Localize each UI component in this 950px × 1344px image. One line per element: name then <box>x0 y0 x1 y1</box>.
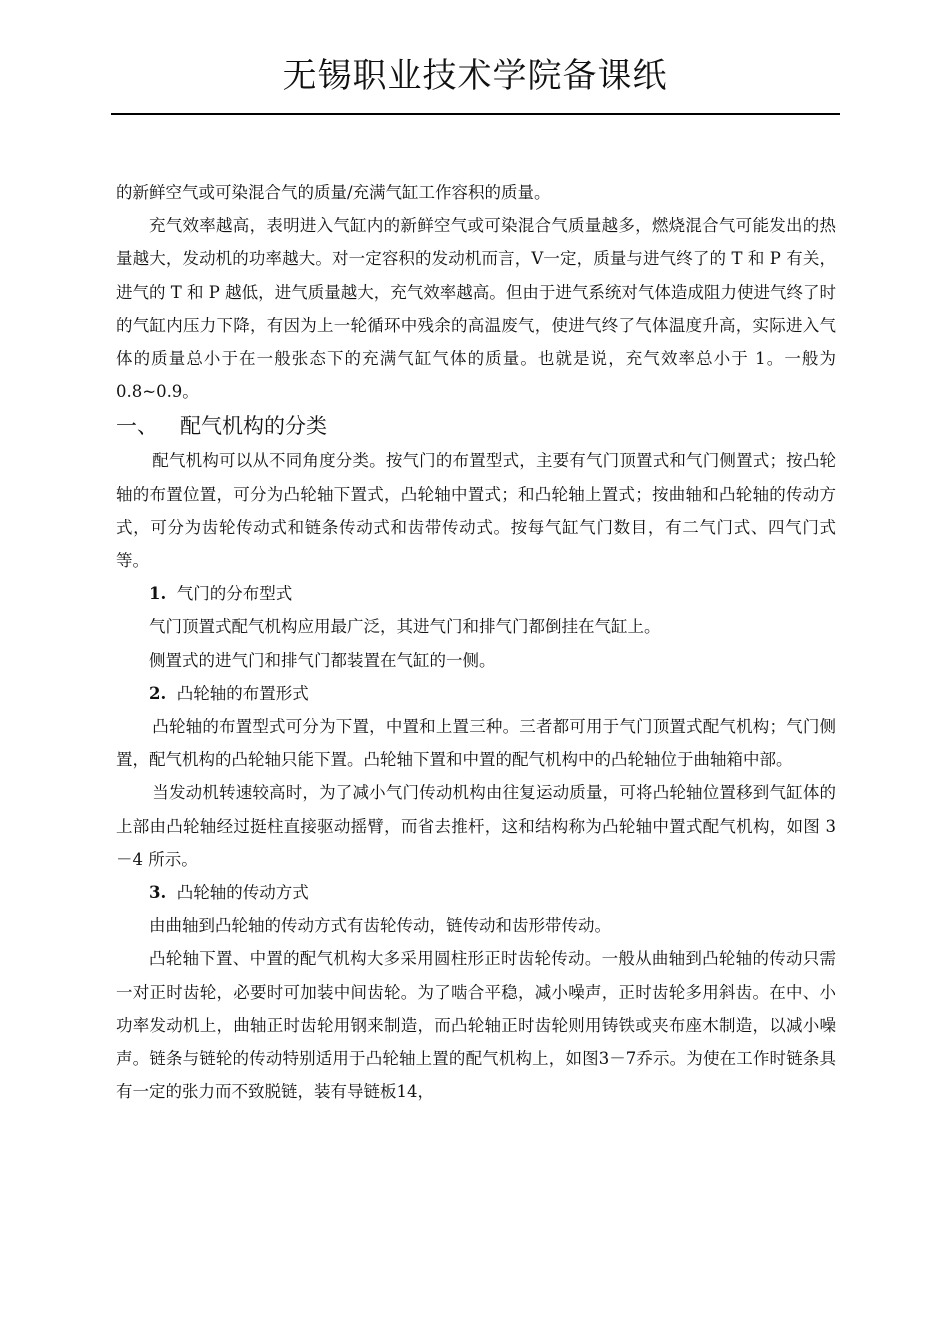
section-heading <box>116 408 836 444</box>
subheading-number: 2. <box>149 683 167 703</box>
paragraph-charging-efficiency: 充气效率越高，表明进入气缸内的新鲜空气或可染混合气质量越多，燃烧混合气可能发出的热量越大，发动机的功率越大。对一定容积的发动机而言，V一定，质量与进气终了的 T 和 P 有关，进气的 T 和 P 越低，进气质量越大，充气效率越高。但由于进气系统对气体造成阻力使进气终了时的气缸内压力下降，有因为上一轮循环中残余的高温废气，使进气终了气体温度升高，实际进入气体的质量总小于在一般张态下的充满气缸气体的质量。也就是说，充气效率总小于 1。一般为 0.8~0.9。 <box>116 216 836 402</box>
paragraph-continuation: 的新鲜空气或可染混合气的质量/充满气缸工作容积的质量。 <box>116 183 551 202</box>
body-content <box>116 176 836 1108</box>
paragraph-camshaft-layout: 凸轮轴的布置型式可分为下置，中置和上置三种。三者都可用于气门顶置式配气机构；气门侧置，配气机构的凸轮轴只能下置。凸轮轴下置和中置的配气机构中的凸轮轴位于曲轴箱中部。 <box>116 717 836 770</box>
subheading-3 <box>116 876 836 909</box>
paragraph-overhead-valve: 气门顶置式配气机构应用最广泛，其进气门和排气门都倒挂在气缸上。 <box>149 617 661 637</box>
subheading-title: 气门的分布型式 <box>176 584 293 604</box>
section-number: 一、 <box>116 414 158 439</box>
section-title: 配气机构的分类 <box>180 414 327 439</box>
subheading-2 <box>116 677 836 710</box>
page-header-title: 无锡职业技术学院备课纸 <box>282 56 668 96</box>
subheading-1 <box>116 577 836 610</box>
subheading-title: 凸轮轴的传动方式 <box>176 883 309 903</box>
paragraph-classification: 配气机构可以从不同角度分类。按气门的布置型式，主要有气门顶置式和气门侧置式；按凸轮轴的布置位置，可分为凸轮轴下置式，凸轮轴中置式；和凸轮轴上置式；按曲轴和凸轮轴的传动方式，可分为齿轮传动式和链条传动式和齿带传动式。按每气缸气门数目，有二气门式、四气门式等。 <box>116 451 836 571</box>
paragraph-camshaft-mid: 当发动机转速较高时，为了减小气门传动机构由往复运动质量，可将凸轮轴位置移到气缸体的上部由凸轮轴经过挺柱直接驱动摇臂，而省去推杆，这和结构称为凸轮轴中置式配气机构，如图 3－4 所示。 <box>116 783 836 869</box>
header-divider <box>111 113 840 115</box>
paragraph-drive-types: 由曲轴到凸轮轴的传动方式有齿轮传动，链传动和齿形带传动。 <box>149 916 611 936</box>
subheading-number: 1. <box>149 584 167 604</box>
subheading-number: 3. <box>149 883 167 903</box>
paragraph-gear-drive: 凸轮轴下置、中置的配气机构大多采用圆柱形正时齿轮传动。一般从曲轴到凸轮轴的传动只需一对正时齿轮，必要时可加装中间齿轮。为了啮合平稳，减小噪声，正时齿轮多用斜齿。在中、小功率发动机上，曲轴正时齿轮用钢来制造，而凸轮轴正时齿轮则用铸铁或夹布座木制造，以减小噪声。链条与链轮的传动特别适用于凸轮轴上置的配气机构上，如图3－7乔示。为使在工作时链条具有一定的张力而不致脱链，装有导链板14， <box>116 949 836 1102</box>
subheading-title: 凸轮轴的布置形式 <box>176 683 309 703</box>
paragraph-side-valve: 侧置式的进气门和排气门都装置在气缸的一侧。 <box>149 650 496 670</box>
